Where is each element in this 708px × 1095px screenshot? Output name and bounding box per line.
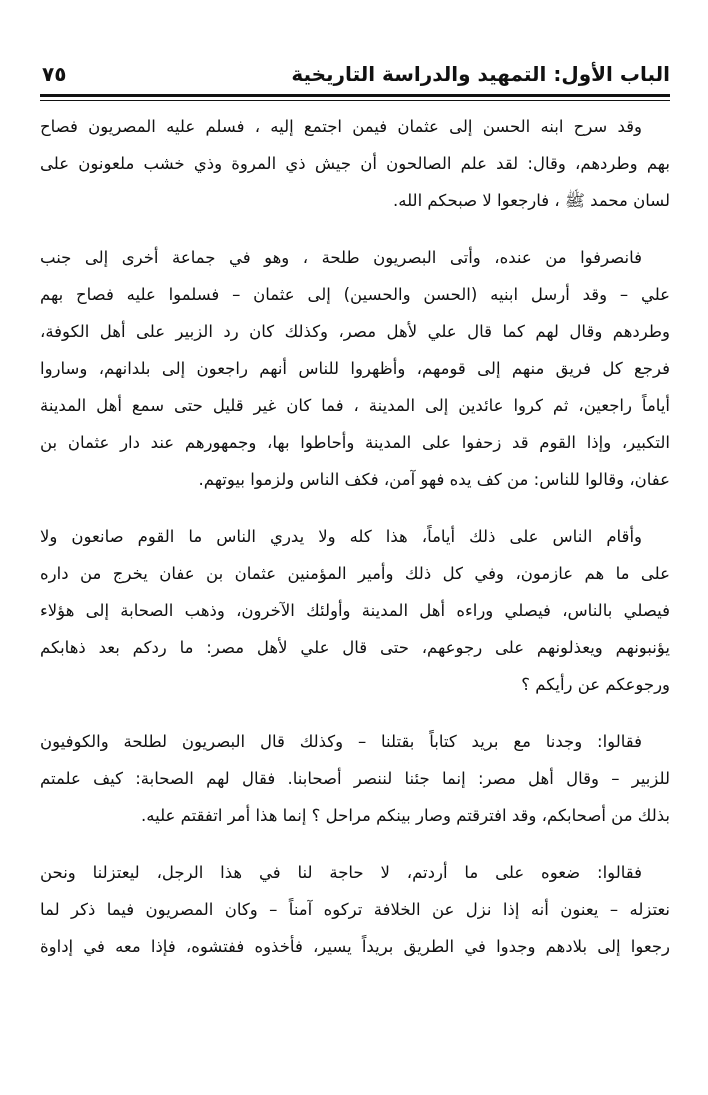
page-header: [40, 58, 670, 94]
text-line: بهم وطردهم، وقال: لقد علم الصالحون أن جيش ذي المروة وذي خشب ملعونون على: [40, 154, 670, 173]
text-line: وأقام الناس على ذلك أياماً، هذا كله ولا يدري الناس ما القوم صانعون ولا: [40, 527, 642, 546]
text-line: أياماً راجعين، ثم كروا عائدين إلى المدينة ، فما كان غير قليل حتى سمع أهل المدينة: [40, 396, 670, 415]
text-line: فرجع كل فريق منهم إلى قومهم، وأظهروا للناس أنهم راجعون إلى بلدانهم، وساروا: [40, 359, 670, 378]
paragraph: [40, 239, 670, 498]
text-line: لسان محمد ﷺ ، فارجعوا لا صبحكم الله.: [392, 191, 670, 210]
text-line: بذلك من أصحابكم، وقد افترقتم وصار بينكم مراحل ؟ إنما هذا أمر اتفقتم عليه.: [141, 806, 670, 825]
header-rule-thin: [40, 100, 670, 101]
text-line: علي – وقد أرسل ابنيه (الحسن والحسين) إلى عثمان – فسلموا عليه فصاح بهم: [40, 285, 670, 304]
running-title: الباب الأول: التمهيد والدراسة التاريخية: [291, 62, 670, 86]
page-number: ٧٥: [42, 62, 67, 86]
paragraph: [40, 108, 670, 219]
body-text: [40, 108, 670, 985]
text-line: التكبير، وإذا القوم قد زحفوا على المدينة وأحاطوا بها، وجمهورهم عند دار عثمان بن: [40, 433, 670, 452]
text-line: فقالوا: وجدنا مع بريد كتاباً بقتلنا – وكذلك قال البصريون لطلحة والكوفيون: [40, 732, 642, 751]
text-line: نعتزله – يعنون أنه إذا نزل عن الخلافة تركوه آمناً – وكان المصريون فيما ذكر لما: [40, 900, 670, 919]
text-line: عفان، وقالوا للناس: من كف يده فهو آمن، فكف الناس ولزموا بيوتهم.: [198, 470, 670, 489]
text-line: فقالوا: ضعوه على ما أردتم، لا حاجة لنا في هذا الرجل، ليعتزلنا ونحن: [40, 863, 642, 882]
text-line: يؤنبونهم ويعذلونهم على رجوعهم، حتى قال علي لأهل مصر: ما ردكم بعد ذهابكم: [40, 638, 670, 657]
paragraph: [40, 723, 670, 834]
header-rule-thick: [40, 94, 670, 97]
text-line: وقد سرح ابنه الحسن إلى عثمان فيمن اجتمع إليه ، فسلم عليه المصريون فصاح: [40, 117, 642, 136]
text-line: ورجوعكم عن رأيكم ؟: [521, 675, 670, 694]
text-line: للزبير – وقال أهل مصر: إنما جئنا لننصر أصحابنا. فقال لهم الصحابة: كيف علمتم: [40, 769, 670, 788]
paragraph: [40, 854, 670, 965]
text-line: وطردهم وقال لهم كما قال علي لأهل مصر، وكذلك كان رد الزبير على أهل الكوفة،: [40, 322, 670, 341]
paragraph: [40, 518, 670, 703]
text-line: على ما هم عازمون، وفي كل ذلك وأمير المؤمنين عثمان بن عفان يخرج من داره: [40, 564, 670, 583]
text-line: فانصرفوا من عنده، وأتى البصريون طلحة ، وهو في جماعة أخرى إلى جنب: [40, 248, 642, 267]
text-line: رجعوا إلى بلادهم وجدوا في الطريق بريداً يسير، فأخذوه ففتشوه، فإذا معه في إداوة: [40, 937, 670, 956]
text-line: فيصلي بالناس، فيصلي وراءه أهل المدينة وأولئك الآخرون، وذهب الصحابة إلى هؤلاء: [40, 601, 670, 620]
